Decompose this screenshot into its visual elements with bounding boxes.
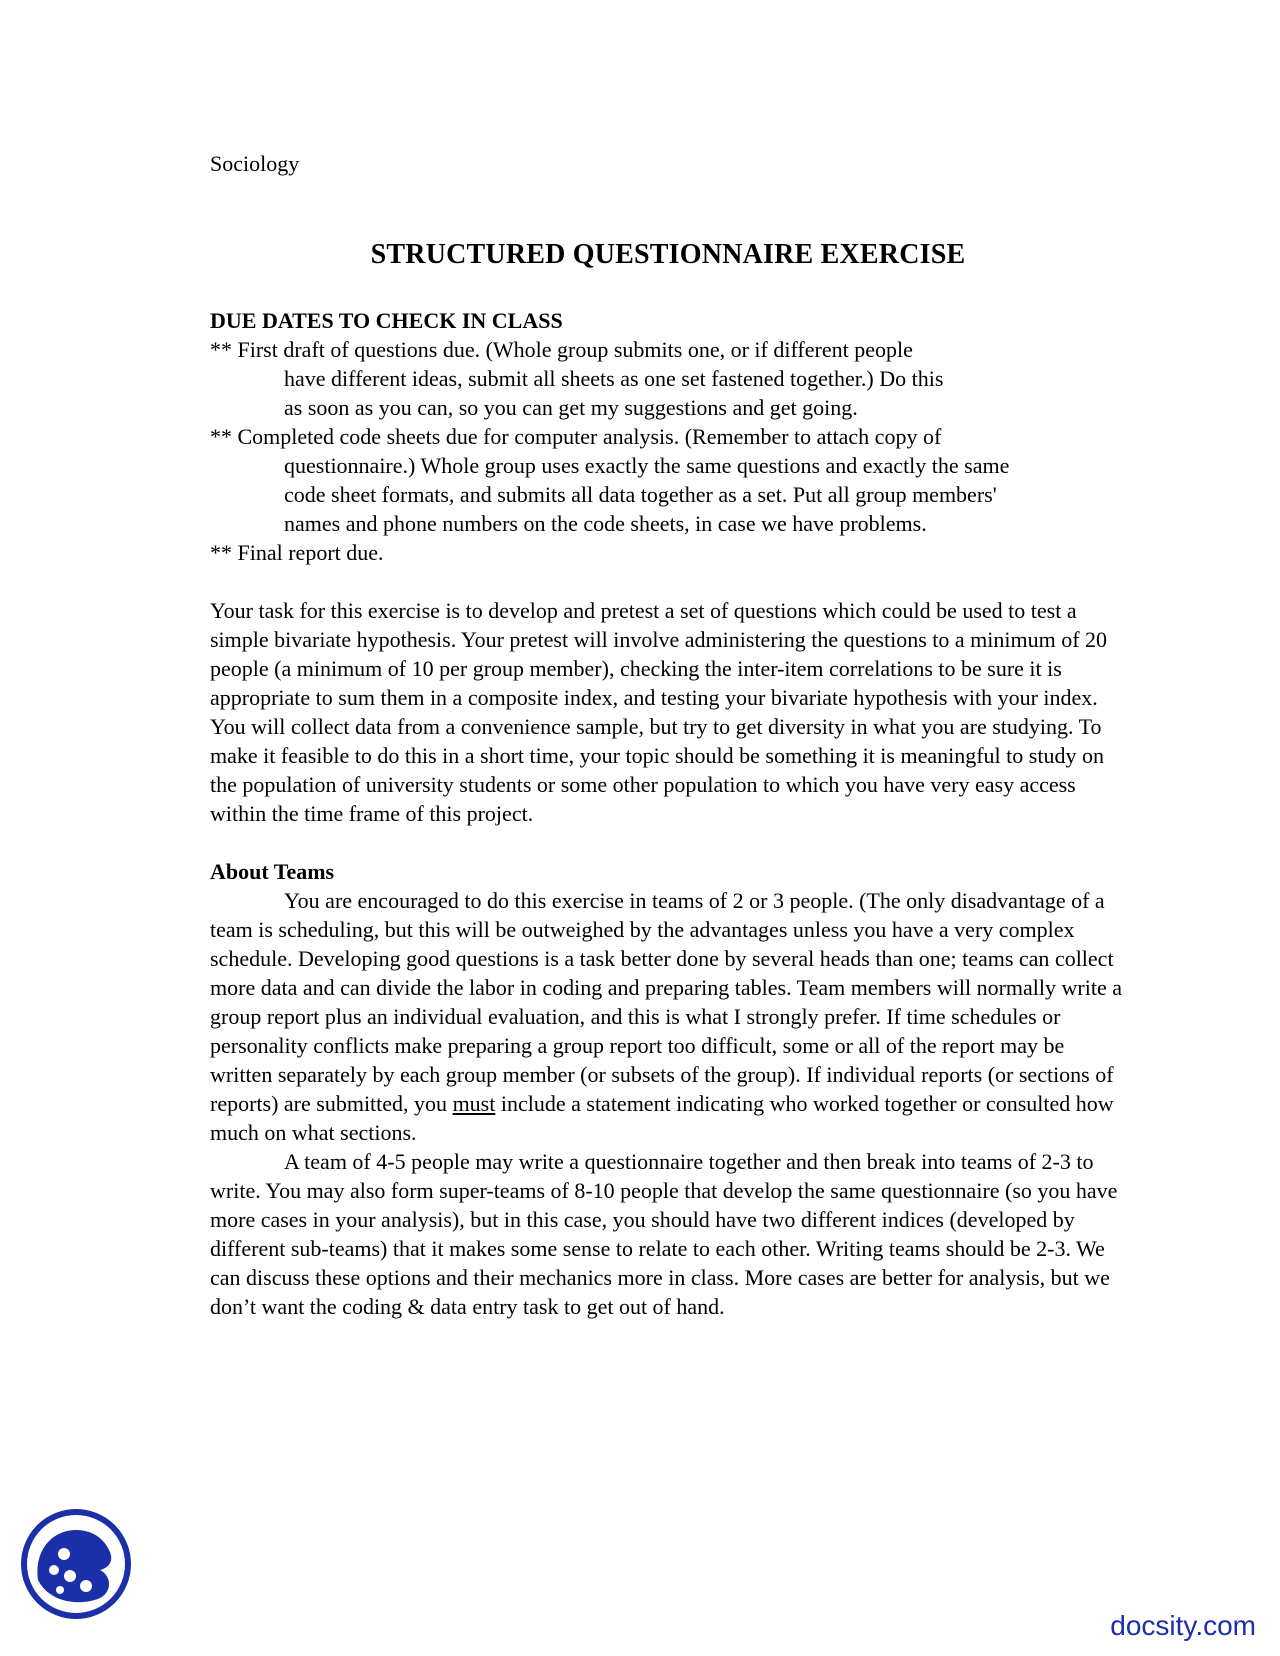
document-title: STRUCTURED QUESTIONNAIRE EXERCISE: [370, 239, 966, 270]
due-date-item-code-sheets: ** Completed code sheets due for computer analysis. (Remember to attach copy of questionnaire.) Whole group uses exactly the same questions and exactly the same code sheet formats, and submits all data together as a set. Put all group members' names and phone numbers on the code sheets, in case we have problems.: [210, 424, 1010, 536]
due-dates-section: [210, 306, 1130, 567]
about-teams-heading: About Teams: [210, 859, 335, 884]
due-dates-list: [210, 335, 1130, 567]
due-date-item-first-draft: ** First draft of questions due. (Whole group submits one, or if different people have different ideas, submit all sheets as one set fastened together.) Do this as soon as you can, so you can get my suggestions and get going.: [210, 337, 944, 420]
about-teams-text-after: include a statement indicating who worked together or consulted how much on what sections.: [210, 1091, 1114, 1145]
about-teams-paragraph-2: A team of 4-5 people may write a questionnaire together and then break into teams of 2-3 to write. You may also form super-teams of 8-10 people that develop the same questionnaire (so you have more cases in your analysis), but in this case, you should have two different indices (developed by different sub-teams) that it makes some sense to relate to each other. Writing teams should be 2-3. We can discuss these options and their mechanics more in class. More cases are better for analysis, but we don’t want the coding & data entry task to get out of hand.: [210, 1149, 1118, 1319]
course-subject: Sociology: [210, 151, 300, 176]
emphasis-must: must: [452, 1091, 496, 1116]
spacer: [210, 567, 1130, 596]
docsity-brand-text: docsity.com: [1110, 1610, 1256, 1641]
docsity-logo-icon: [20, 1508, 132, 1620]
about-teams-section: [210, 857, 1130, 1321]
about-teams-text-before: You are encouraged to do this exercise in teams of 2 or 3 people. (The only disadvantage of a team is scheduling, but this will be outweighed by the advantages unless you have a very complex schedule. Developing good questions is a task better done by several heads than one; teams can collect more data and can divide the labor in coding and preparing tables. Team members will normally write a group report plus an individual evaluation, and this is what I strongly prefer. If time schedules or personality conflicts make preparing a group report too difficult, some or all of the report may be written separately by each group member (or subsets of the group). If individual reports (or sections of reports) are submitted, you: [210, 888, 1122, 1116]
task-paragraph: Your task for this exercise is to develop and pretest a set of questions which could be used to test a simple bivariate hypothesis. Your pretest will involve administering the questions to a minimum of 20 people (a minimum of 10 per group member), checking the inter-item correlations to be sure it is appropriate to sum them in a composite index, and testing your bivariate hypothesis with your index. You will collect data from a convenience sample, but try to get diversity in what you are studying. To make it feasible to do this in a short time, your topic should be something it is meaningful to study on the population of university students or some other population to which you have very easy access within the time frame of this project.: [210, 598, 1108, 826]
about-teams-paragraph-1: [210, 886, 1130, 1147]
document-body: [210, 306, 1130, 1321]
due-date-item-final-report: ** Final report due.: [210, 540, 384, 565]
due-dates-heading: DUE DATES TO CHECK IN CLASS: [210, 308, 563, 333]
spacer: [210, 828, 1130, 857]
